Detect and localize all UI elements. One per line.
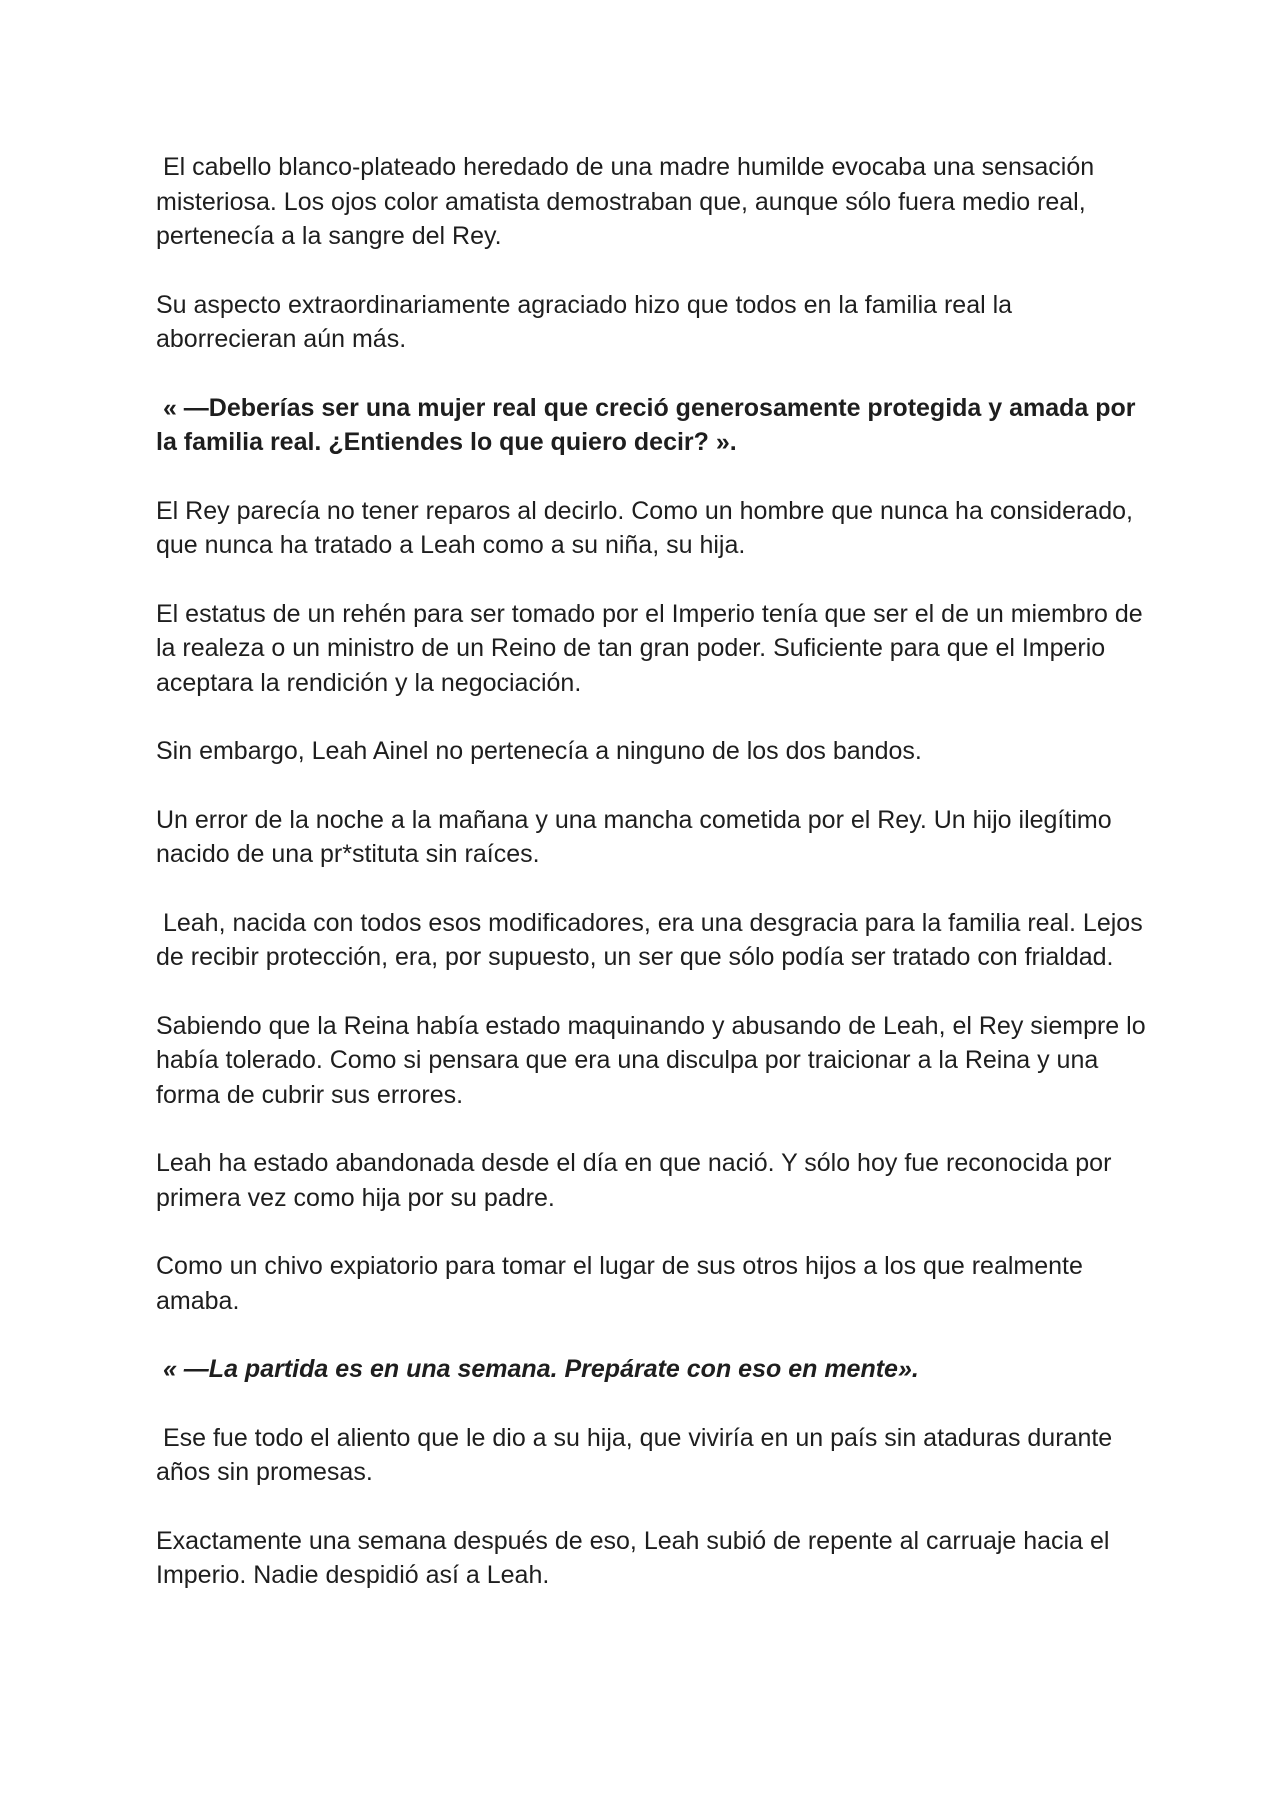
- paragraph-14: Exactamente una semana después de eso, Leah subió de repente al carruaje hacia el Imperio. Nadie despidió así a Leah.: [156, 1526, 1117, 1589]
- paragraph-4: El Rey parecía no tener reparos al decirlo. Como un hombre que nunca ha considerado, que nunca ha tratado a Leah como a su niña, su hija.: [156, 496, 1140, 559]
- paragraph-1: El cabello blanco-plateado heredado de una madre humilde evocaba una sensación misteriosa. Los ojos color amatista demostraban que, aunque sólo fuera medio real, pertenecía a la sangre del Rey.: [156, 153, 1102, 250]
- paragraph-6: Sin embargo, Leah Ainel no pertenecía a ninguno de los dos bandos.: [156, 737, 922, 765]
- paragraph-8: Leah, nacida con todos esos modificadores, era una desgracia para la familia real. Lejos de recibir protección, era, por supuesto, un ser que sólo podía ser tratado con frialdad.: [156, 908, 1150, 971]
- dialogue-paragraph-1: « —Deberías ser una mujer real que creció generosamente protegida y amada por la familia real. ¿Entiendes lo que quiero decir? ».: [156, 393, 1143, 456]
- document-page: [156, 150, 1156, 1627]
- paragraph-9: Sabiendo que la Reina había estado maquinando y abusando de Leah, el Rey siempre lo había tolerado. Como si pensara que era una disculpa por traicionar a la Reina y una forma de cubrir sus errores.: [156, 1011, 1153, 1109]
- paragraph-2: Su aspecto extraordinariamente agraciado hizo que todos en la familia real la aborrecieran aún más.: [156, 290, 1020, 353]
- paragraph-11: Como un chivo expiatorio para tomar el lugar de sus otros hijos a los que realmente amaba.: [156, 1252, 1090, 1315]
- dialogue-paragraph-2: « —La partida es en una semana. Prepárate con eso en mente».: [156, 1355, 919, 1383]
- paragraph-10: Leah ha estado abandonada desde el día en que nació. Y sólo hoy fue reconocida por primera vez como hija por su padre.: [156, 1149, 1119, 1212]
- paragraph-13: Ese fue todo el aliento que le dio a su hija, que viviría en un país sin ataduras durante años sin promesas.: [156, 1423, 1120, 1486]
- paragraph-5: El estatus de un rehén para ser tomado por el Imperio tenía que ser el de un miembro de la realeza o un ministro de un Reino de tan gran poder. Suficiente para que el Imperio aceptara la rendición y la negociación.: [156, 599, 1150, 697]
- paragraph-7: Un error de la noche a la mañana y una mancha cometida por el Rey. Un hijo ilegítimo nacido de una pr*stituta sin raíces.: [156, 805, 1119, 868]
